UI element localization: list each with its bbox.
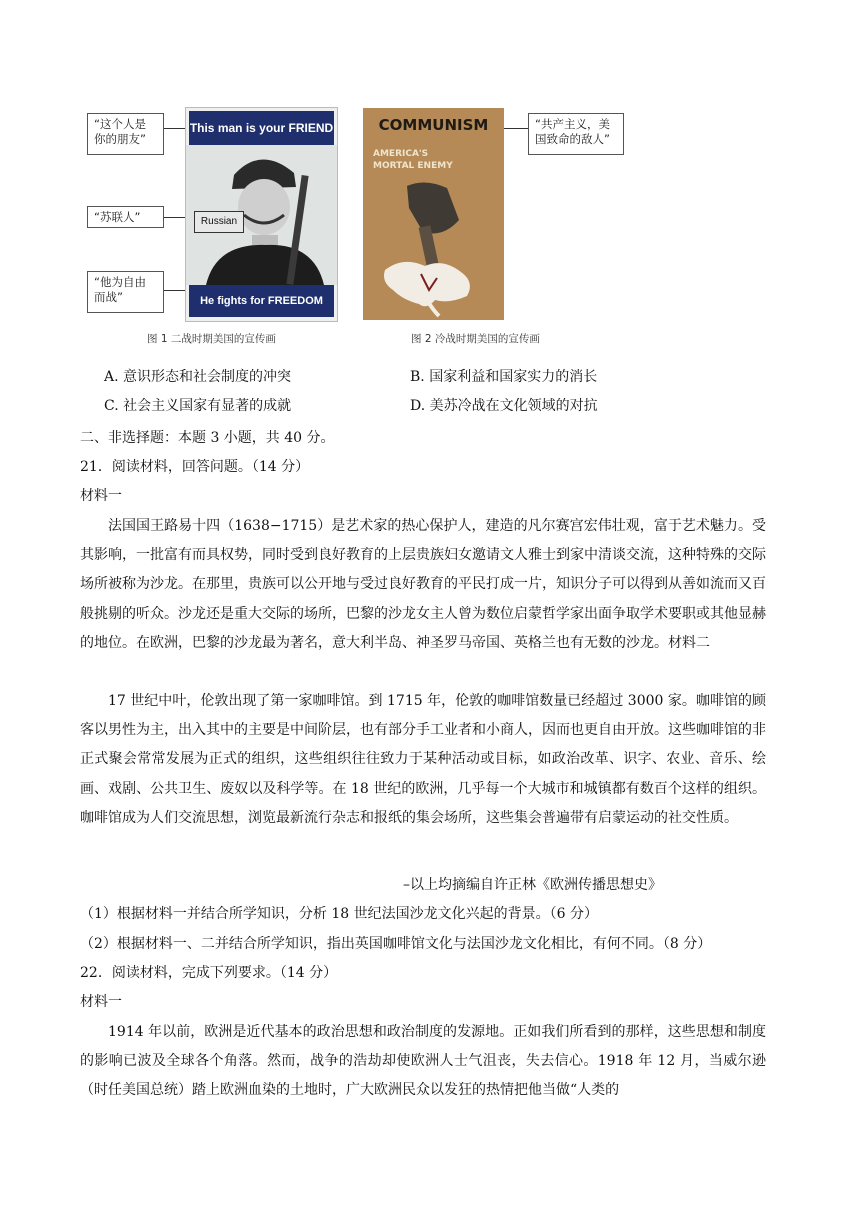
figure-2-caption: 图 2 冷战时期美国的宣传画	[411, 333, 540, 345]
q21-material2: 17 世纪中叶，伦敦出现了第一家咖啡馆。到 1715 年，伦敦的咖啡馆数量已经超过 3000 家。咖啡馆的顾客以男性为主，出入其中的主要是中间阶层，也有部分手工业者和小商人，因而也更自由开放。这些咖啡馆的非正式聚会常常发展为正式的组织，这些组织往往致力于某种活动或目标，如政治改革、识字、农业、音乐、绘画、戏剧、公共卫生、废奴以及科学等。在 18 世纪的欧洲，几乎每一个大城市和城镇都有数百个这样的组织。咖啡馆成为人们交流思想，浏览最新流行杂志和报纸的集会场所，这些集会普遍带有启蒙运动的社交性质。	[80, 693, 766, 826]
q21-title: 21．阅读材料，回答问题。（14 分）	[80, 459, 310, 475]
q21-subquestion-2: （2）根据材料一、二并结合所学知识，指出英国咖啡馆文化与法国沙龙文化相比，有何不同。（8 分）	[80, 936, 712, 952]
callout-connector	[504, 128, 528, 129]
callout-freedom: “他为自由而战”	[87, 271, 164, 313]
option-a: A. 意识形态和社会制度的冲突	[104, 369, 292, 385]
figure-1-caption: 图 1 二战时期美国的宣传画	[147, 333, 276, 345]
poster-friend	[185, 107, 338, 322]
callout-enemy: “共产主义，美国致命的敌人”	[528, 113, 624, 155]
option-b: B. 国家利益和国家实力的消长	[410, 369, 598, 385]
dagger-map-illustration	[363, 178, 504, 320]
callout-friend: “这个人是你的朋友”	[87, 113, 164, 155]
callout-soviet: “苏联人”	[87, 206, 164, 228]
q22-material1: 1914 年以前，欧洲是近代基本的政治思想和政治制度的发源地。正如我们所看到的那样，这些思想和制度的影响已波及全球各个角落。然而，战争的浩劫却使欧洲人士气沮丧，失去信心。1918 年 12 月，当威尔逊（时任美国总统）踏上欧洲血染的土地时，广大欧洲民众以发狂的热情把他当做“人类的	[80, 1024, 766, 1099]
option-d: D. 美苏冷战在文化领域的对抗	[410, 398, 598, 414]
poster-bottom-banner: He fights for FREEDOM	[189, 285, 334, 317]
q21-source: –以上均摘编自许正林《欧洲传播思想史》	[403, 877, 662, 893]
option-c: C. 社会主义国家有显著的成就	[104, 398, 292, 414]
section-title: 二、非选择题：本题 3 小题，共 40 分。	[80, 430, 335, 446]
q21-material1-label: 材料一	[80, 488, 122, 504]
poster-title: COMMUNISM	[378, 116, 489, 134]
q21-material1: 法国国王路易十四（1638−1715）是艺术家的热心保护人，建造的凡尔赛宫宏伟壮观，富于艺术魅力。受其影响，一批富有而具权势，同时受到良好教育的上层贵族妇女邀请文人雅士到家中清谈交流，这种特殊的交际场所被称为沙龙。在那里，贵族可以公开地与受过良好教育的平民打成一片，知识分子可以得到从善如流而又百般挑剔的听众。沙龙还是重大交际的场所，巴黎的沙龙女主人曾为数位启蒙哲学家出面争取学术要职或其他显赫的地位。在欧洲，巴黎的沙龙最为著名，意大利半岛、神圣罗马帝国、英格兰也有无数的沙龙。材料二	[80, 518, 766, 651]
poster-russian-label: Russian	[194, 211, 244, 233]
poster-subtitle: AMERICA'S MORTAL ENEMY	[373, 149, 453, 171]
q21-subquestion-1: （1）根据材料一并结合所学知识，分析 18 世纪法国沙龙文化兴起的背景。（6 分）	[80, 906, 598, 922]
q22-title: 22．阅读材料，完成下列要求。（14 分）	[80, 965, 338, 981]
poster-top-banner: This man is your FRIEND	[189, 111, 334, 145]
poster-communism	[363, 108, 504, 320]
q22-material1-label: 材料一	[80, 994, 122, 1010]
